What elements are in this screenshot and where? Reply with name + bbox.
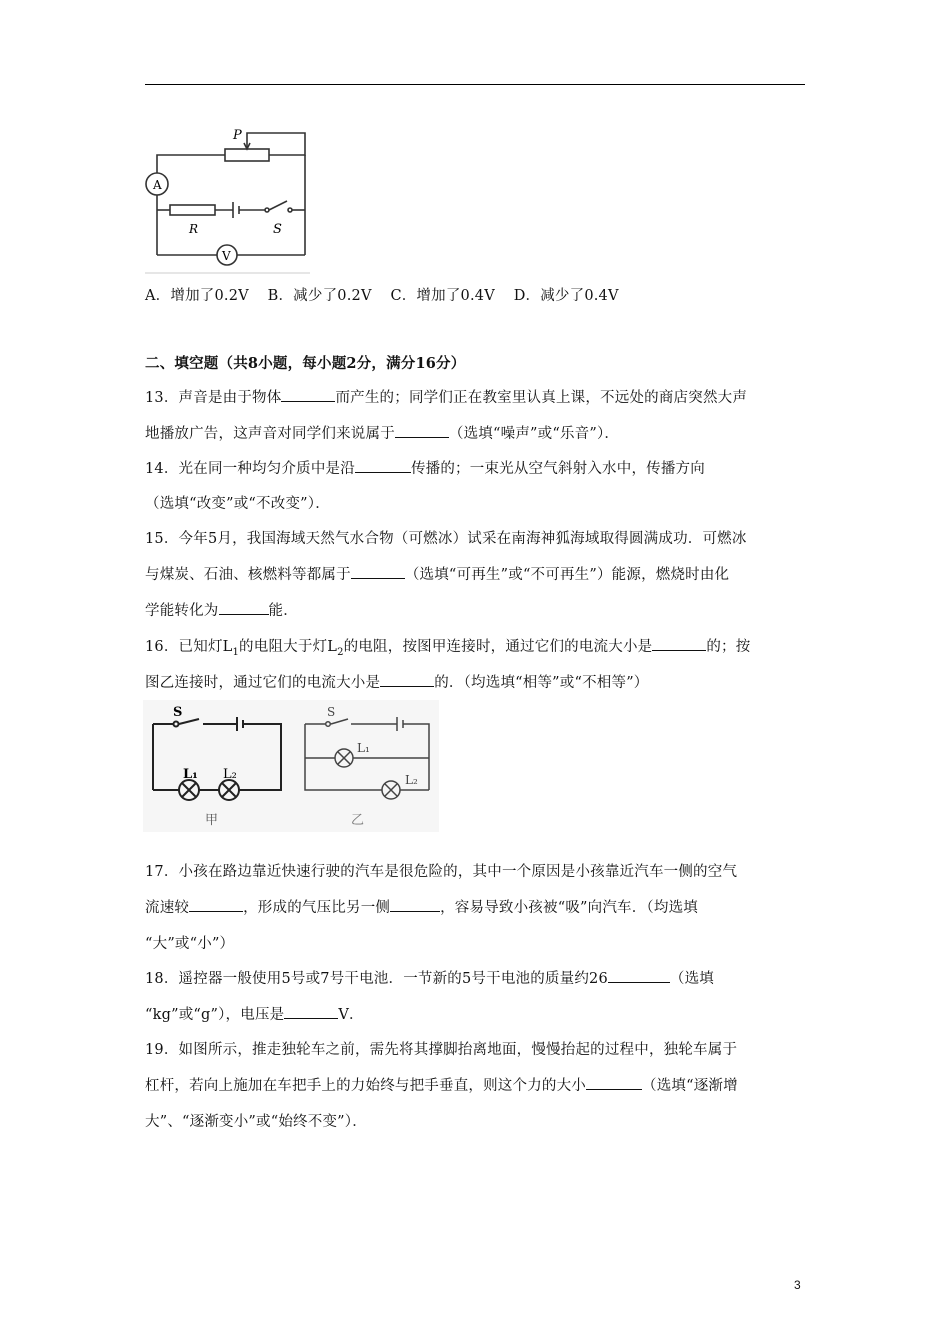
q18-line-2	[145, 1003, 364, 1024]
q16-text: 16．已知灯L	[145, 639, 233, 655]
q16-text: 的．（均选填“相等”或“不相等”）	[434, 675, 649, 691]
jia-label-l1: L₁	[183, 767, 198, 782]
q15-line-1: 15．今年5月，我国海域天然气水合物（可燃冰）试采在南海神狐海域取得圆满成功．可燃冰	[145, 531, 747, 547]
yi-label-l1: L₁	[357, 741, 370, 755]
q16-line-2	[145, 671, 649, 692]
q19-line-1: 19．如图所示，推走独轮车之前，需先将其撑脚抬离地面，慢慢抬起的过程中，独轮车属于	[145, 1042, 738, 1058]
q15-text: 学能转化为	[145, 603, 219, 619]
q16-text: 图乙连接时，通过它们的电流大小是	[145, 675, 381, 691]
q19-text: 杠杆，若向上施加在车把手上的力始终与把手垂直，则这个力的大小	[145, 1078, 586, 1094]
q17-text: 流速较	[145, 900, 190, 916]
q17-text: ，形成的气压比另一侧	[243, 900, 391, 916]
q16-text: 的电阻大于灯L	[239, 639, 338, 655]
q16-line-1	[145, 635, 750, 658]
jia-label-l2: L₂	[223, 767, 237, 782]
answer-blank	[351, 566, 405, 579]
q17-line-2	[145, 896, 698, 917]
label-a: A	[153, 178, 162, 192]
q13-text: 13．声音是由于物体	[145, 390, 282, 406]
answer-blank	[189, 899, 243, 912]
subscript: 2	[337, 646, 344, 658]
label-s: S	[273, 222, 282, 237]
section-2-title: 二、填空题（共8小题，每小题2分，满分16分）	[145, 355, 466, 372]
answer-blank	[395, 425, 449, 438]
q15-line-3	[145, 599, 298, 620]
q13-text: （选填“噪声”或“乐音”）．	[448, 426, 620, 442]
q15-text: 能．	[268, 603, 298, 619]
answer-blank	[380, 674, 434, 687]
option-b: B．减少了0.2V	[267, 288, 372, 304]
q13-line-1	[145, 386, 747, 407]
q15-text: （选填“可再生”或“不可再生”）能源，燃烧时由化	[404, 567, 730, 583]
answer-blank	[219, 602, 269, 615]
page-number: 3	[794, 1278, 801, 1292]
q19-text: （选填“逐渐增	[642, 1078, 738, 1094]
q17-text: ，容易导致小孩被“吸”向汽车．（均选填	[440, 900, 698, 916]
q18-line-1	[145, 967, 714, 988]
q13-text: 地播放广告，这声音对同学们来说属于	[145, 426, 395, 442]
answer-blank	[652, 638, 706, 651]
answer-blank	[586, 1077, 642, 1090]
answer-blank	[281, 389, 335, 402]
circuit-figure-1	[145, 125, 315, 275]
answer-blank	[355, 460, 411, 473]
q12-options	[145, 284, 633, 305]
q14-text: 传播的；一束光从空气斜射入水中，传播方向	[410, 461, 705, 477]
option-d: D．减少了0.4V	[513, 288, 619, 304]
q15-text: 与煤炭、石油、核燃料等都属于	[145, 567, 351, 583]
q19-line-3: 大”、“逐渐变小”或“始终不变”）．	[145, 1114, 367, 1130]
circuit-figure-2	[143, 700, 439, 832]
jia-caption: 甲	[205, 813, 219, 828]
q18-text: （选填	[669, 971, 714, 987]
q18-text: “kg”或“g”），电压是	[145, 1007, 285, 1023]
yi-caption: 乙	[351, 813, 365, 828]
subscript: 1	[232, 646, 240, 658]
q13-text: 而产生的；同学们正在教室里认真上课，不远处的商店突然大声	[335, 390, 748, 406]
q19-line-2	[145, 1074, 738, 1095]
q14-text: 14．光在同一种均匀介质中是沿	[145, 461, 355, 477]
label-p: P	[233, 128, 242, 143]
jia-label-s: S	[173, 705, 183, 720]
q17-line-3: “大”或“小”）	[145, 936, 235, 952]
yi-label-l2: L₂	[405, 773, 418, 787]
q16-text: 的电阻，按图甲连接时，通过它们的电流大小是	[343, 639, 653, 655]
q18-text: 18．遥控器一般使用5号或7号干电池．一节新的5号干电池的质量约26	[145, 971, 608, 987]
answer-blank	[284, 1006, 338, 1019]
answer-blank	[390, 899, 440, 912]
q17-line-1: 17．小孩在路边靠近快速行驶的汽车是很危险的，其中一个原因是小孩靠近汽车一侧的空气	[145, 864, 738, 880]
q14-line-1	[145, 457, 705, 478]
yi-label-s: S	[327, 705, 336, 719]
q18-text: V．	[338, 1007, 364, 1023]
label-v: V	[222, 249, 231, 263]
header-rule	[145, 84, 805, 85]
label-r: R	[189, 222, 199, 236]
q16-text: 的；按	[706, 639, 751, 655]
option-c: C．增加了0.4V	[390, 288, 495, 304]
q14-line-2: （选填“改变”或“不改变”）．	[145, 496, 330, 512]
option-a: A．增加了0.2V	[145, 288, 249, 304]
q15-line-2	[145, 563, 729, 584]
q13-line-2	[145, 422, 619, 443]
answer-blank	[608, 970, 670, 983]
